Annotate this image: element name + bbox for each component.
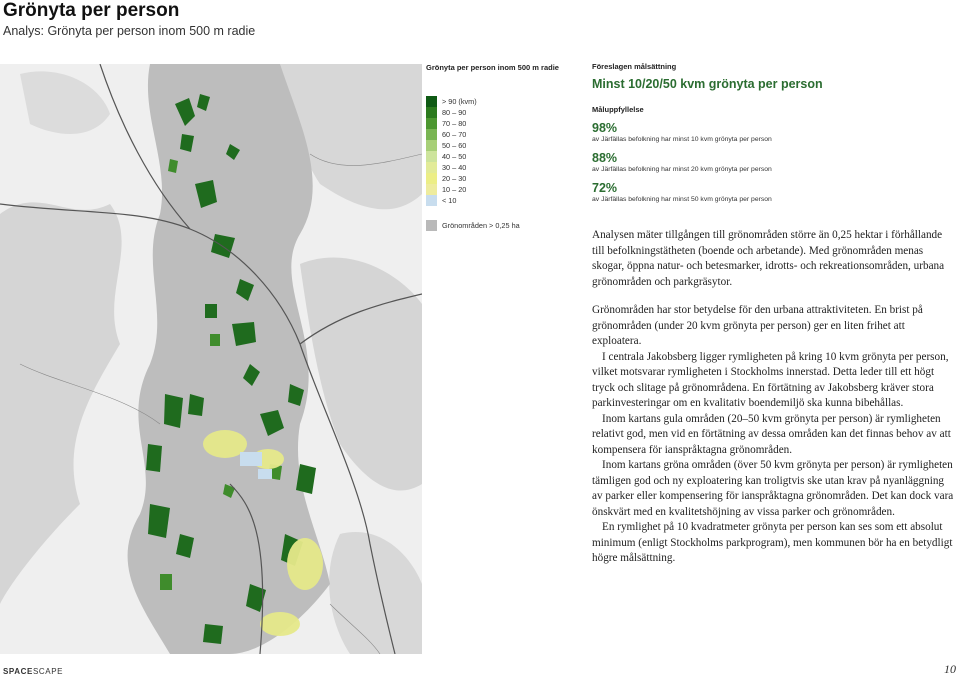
legend-item [426,184,520,195]
metric-10 [592,121,772,144]
legend-item [426,140,520,151]
legend-item-green-areas [426,220,520,231]
legend-swatch [426,184,437,195]
green-area-map [0,64,422,654]
legend-label: 80 – 90 [442,108,467,117]
legend-label: > 90 (kvm) [442,97,477,106]
metric-20 [592,151,772,174]
legend-swatch [426,96,437,107]
metric-percentage: 88% [592,151,618,165]
legend-label: 70 – 80 [442,119,467,128]
target-label: Föreslagen målsättning [592,62,677,71]
legend-swatch [426,162,437,173]
legend-label: Grönområden > 0,25 ha [442,221,520,230]
legend-label: 60 – 70 [442,130,467,139]
paragraph: Inom kartans gröna områden (över 50 kvm grönyta per person) är rymligheten tämligen god och ny exploatering kan troligtvis ske utan krav på nyanläggning av parker eller kompensering för ianspråktagna grönområden. Det kan dock vara önskvärt med en kvalitetshöjning av vissa parker och grönområden. [592,459,954,518]
metric-percentage: 72% [592,181,618,195]
legend-swatch [426,140,437,151]
brand-part-a: SPACE [3,667,33,676]
brand-logo [3,667,63,676]
metric-text: av Järfällas befolkning har minst 20 kvm grönyta per person [592,166,772,173]
legend-item [426,195,520,206]
legend-swatch [426,151,437,162]
legend-item [426,173,520,184]
legend-item [426,129,520,140]
page-number: 10 [944,662,956,676]
legend-label: 50 – 60 [442,141,467,150]
page-title: Grönyta per person [3,0,180,21]
legend-item [426,107,520,118]
page-subtitle: Analys: Grönyta per person inom 500 m radie [3,24,256,38]
legend-swatch [426,129,437,140]
legend-swatch [426,195,437,206]
legend-title: Grönyta per person inom 500 m radie [426,63,559,72]
metric-text: av Järfällas befolkning har minst 50 kvm grönyta per person [592,196,772,203]
legend [426,96,520,231]
paragraph: Grönområden har stor betydelse för den urbana attraktiviteten. En brist på grönområden (under 20 kvm grönyta per person) ger en liten frihet att exploatera. [592,304,923,347]
paragraph: Inom kartans gula områden (20–50 kvm grönyta per person) är rymligheten relativt god, men vid en förtätning av dessa områden kan det finnas behov av att kompensera för ianspråktagna grönområden. [592,412,951,456]
brand-part-b: SCAPE [32,667,64,676]
legend-swatch [426,173,437,184]
legend-item [426,151,520,162]
legend-item [426,118,520,129]
legend-swatch [426,220,437,231]
target-heading: Minst 10/20/50 kvm grönyta per person [592,77,823,91]
paragraph: I centrala Jakobsberg ligger rymligheten på kring 10 kvm grönyta per person, vilket motsvarar rymligheten i Stockholms innerstad. Detta leder till ett högt tryck och slitage på grönområdena. En förtätning av Jakobsberg kräver stora parkinvesteringar om en kvalitativ boendemiljö ska kunna bibehållas. [592,350,949,409]
legend-label: 10 – 20 [442,185,467,194]
legend-item [426,162,520,173]
legend-label: 20 – 30 [442,174,467,183]
legend-label: < 10 [442,196,457,205]
paragraph: Analysen mäter tillgången till grönområden större än 0,25 hektar i förhållande till befolkningstätheten (boende och arbetande). Med grönområden menas skogar, öppna natur- och betesmarker, idrotts- och rekreationsområden, urbana grönområden och parkgräsytor. [592,229,945,288]
legend-label: 40 – 50 [442,152,467,161]
legend-swatch [426,118,437,129]
fulfilment-label: Måluppfyllelse [592,105,644,114]
metric-percentage: 98% [592,121,618,135]
paragraph: En rymlighet på 10 kvadratmeter grönyta per person kan ses som ett absolut minimum (enligt Stockholms parkprogram), men kommunen bör ha en betydligt högre målsättning. [592,521,953,564]
legend-label: 30 – 40 [442,163,467,172]
metric-50 [592,181,772,204]
metric-text: av Järfällas befolkning har minst 10 kvm grönyta per person [592,136,772,143]
legend-item [426,96,520,107]
legend-swatch [426,107,437,118]
body-text [592,228,954,567]
